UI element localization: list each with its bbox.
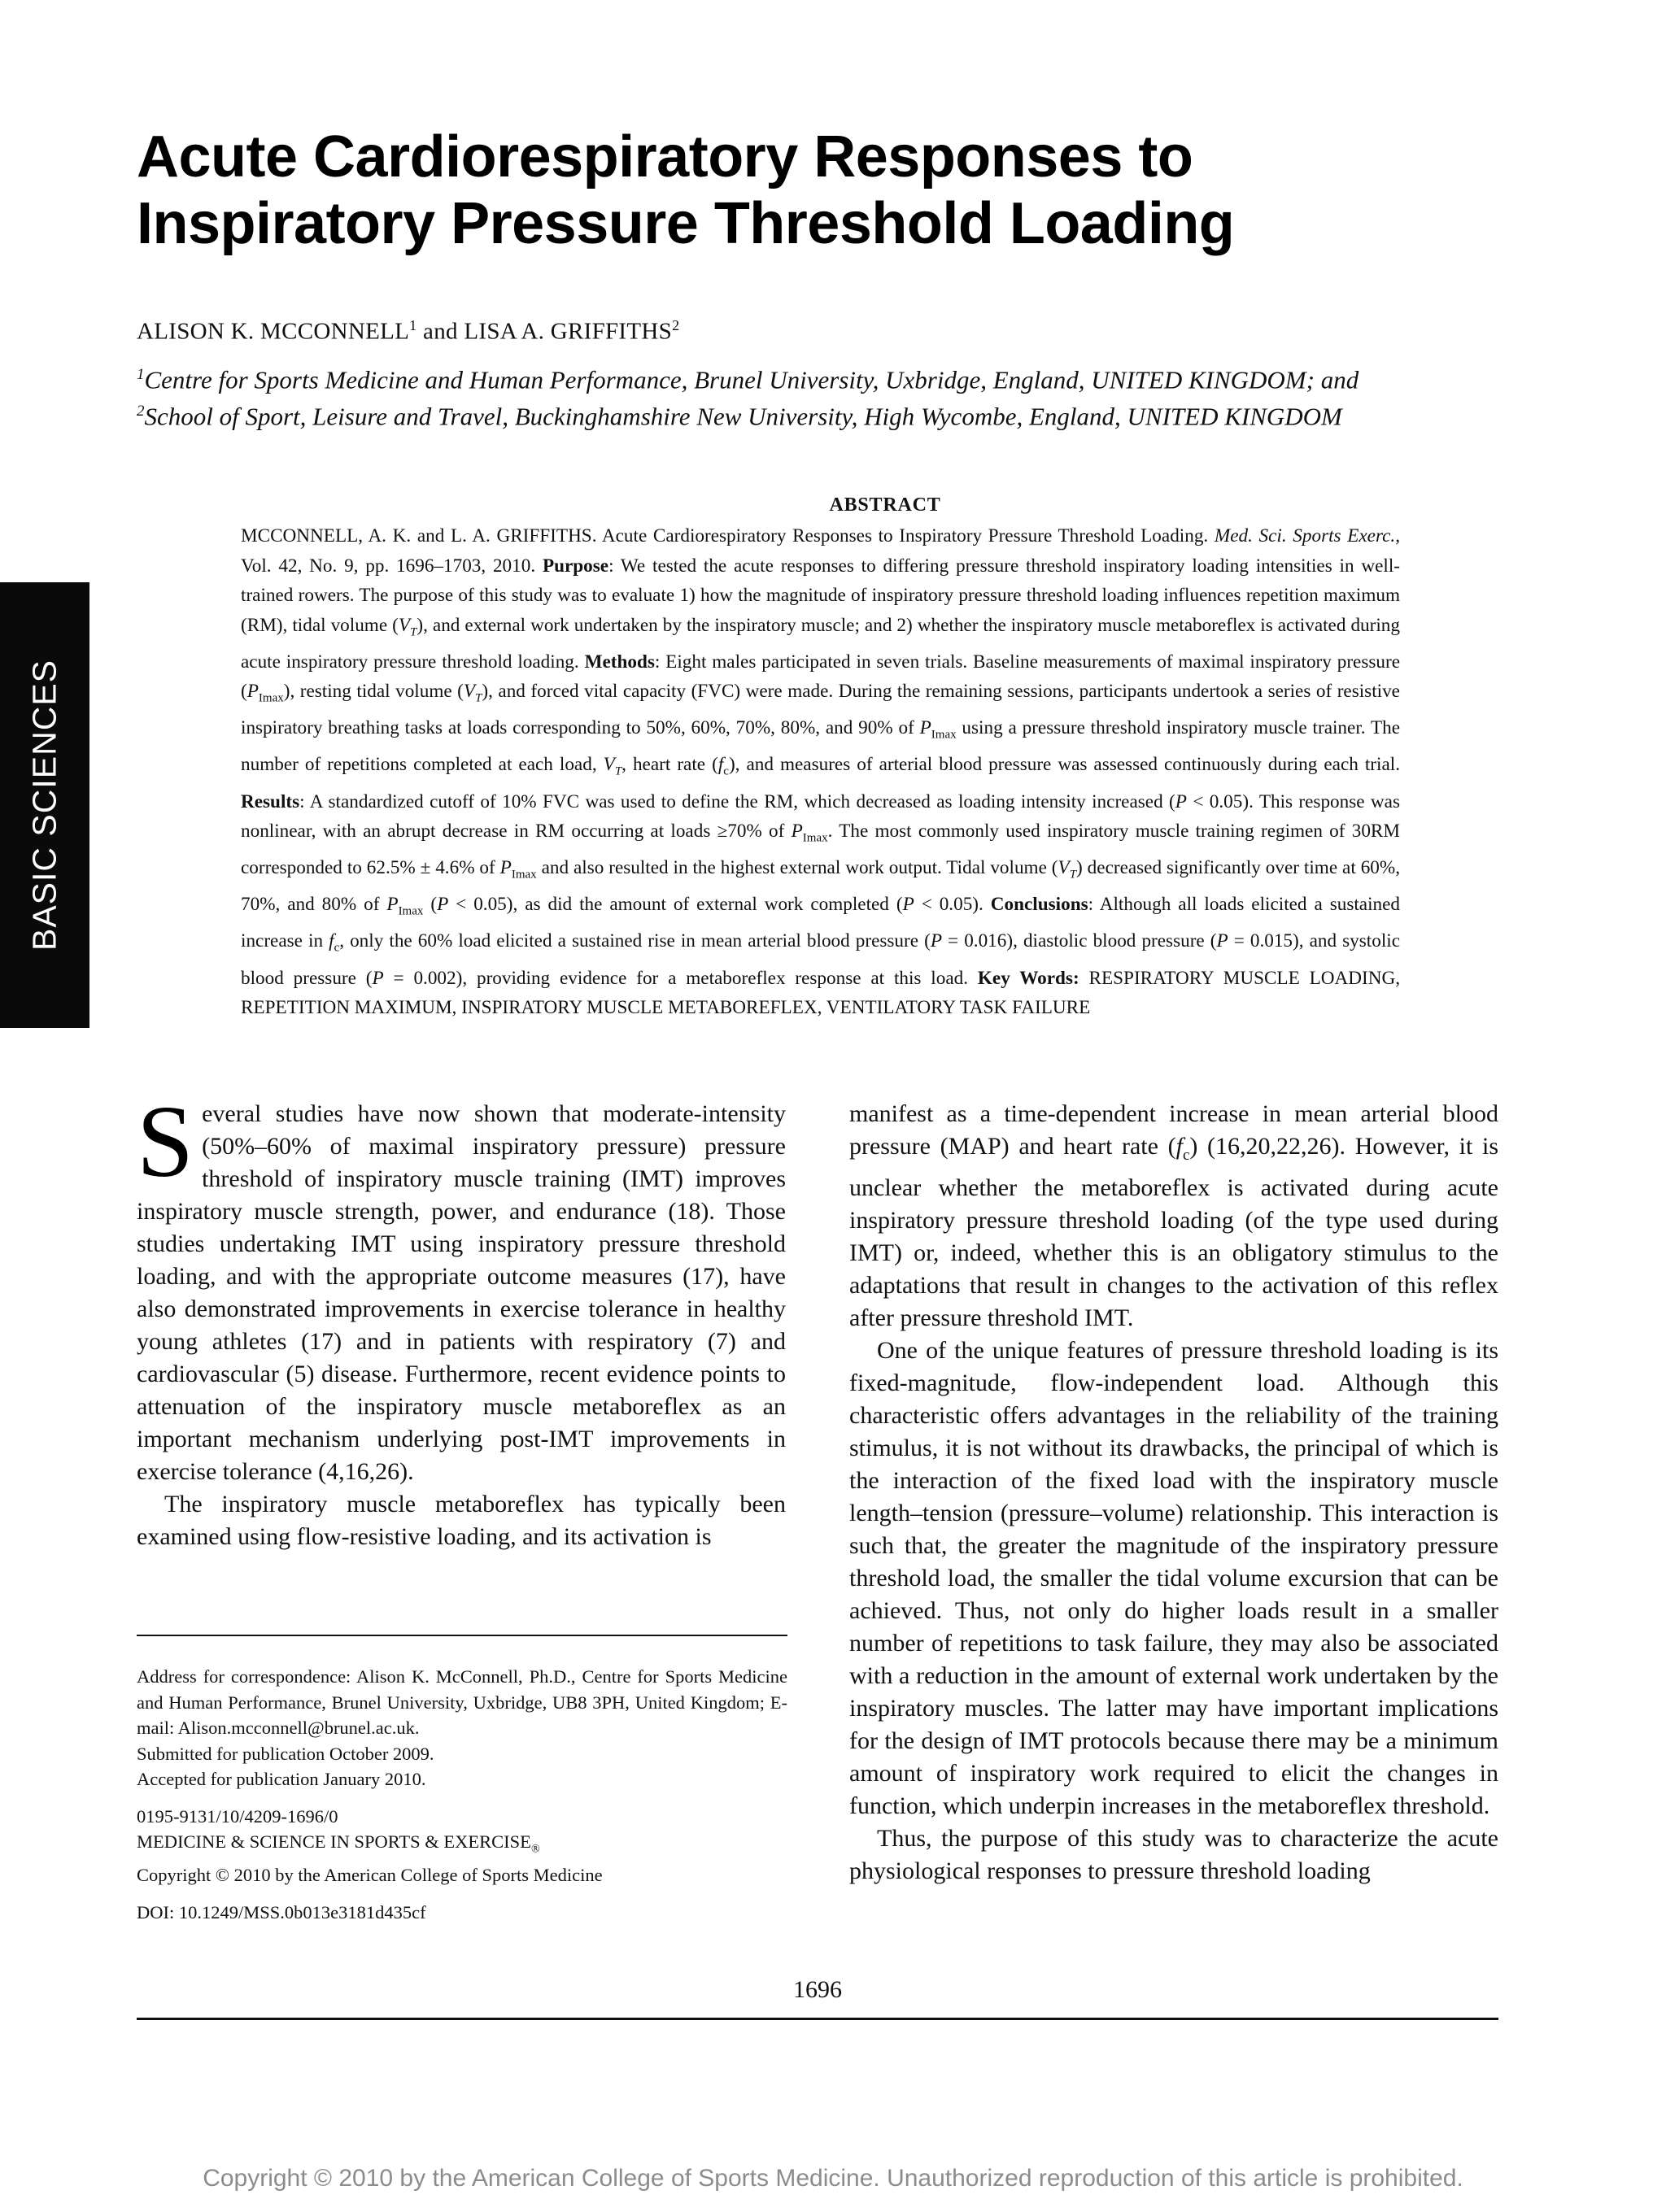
doi: DOI: 10.1249/MSS.0b013e3181d435cf bbox=[137, 1901, 426, 1922]
symbol-p: P bbox=[919, 717, 931, 739]
abstract-text: < 0.05). This response was nonlinear, with an abrupt decrease in RM occurring at loads ≥70% of bbox=[241, 790, 1400, 843]
purpose-label: Purpose bbox=[542, 555, 609, 577]
symbol-t: T bbox=[475, 691, 482, 705]
issn-code: 0195-9131/10/4209-1696/0 bbox=[137, 1805, 338, 1827]
paragraph-text: ) (16,20,22,26). However, it is unclear whether the metaboreflex is activated during acute inspiratory pressure threshold loading (of the type used during IMT) or, indeed, whether this is an obligatory stimulus to the adaptations that result in changes to the activation of this reflex after pressure threshold IMT. bbox=[849, 1133, 1498, 1331]
affiliation-list bbox=[137, 359, 1536, 433]
symbol-v: V bbox=[463, 681, 476, 703]
symbol-p: P bbox=[1216, 930, 1228, 952]
footnote-divider bbox=[137, 1635, 787, 1636]
paragraph-text: everal studies have now shown that moderate-intensity (50%–60% of maximal inspiratory pressure) pressure threshold of inspiratory muscle training (IMT) improves inspiratory muscle strength, power, and endurance (18). Those studies undertaking IMT using inspiratory pressure threshold loading, and with the appropriate outcome measures (17), have also demonstrated improvements in exercise tolerance in healthy young athletes (17) and in patients with respiratory (7) and cardiovascular (5) disease. Furthermore, recent evidence points to attenuation of the inspiratory muscle metaboreflex as an important mechanism underlying post-IMT improvements in exercise tolerance (4,16,26). bbox=[137, 1100, 786, 1485]
symbol-v: V bbox=[1058, 857, 1070, 879]
journal-name-text: MEDICINE & SCIENCE IN SPORTS & EXERCISE bbox=[137, 1831, 531, 1852]
symbol-v: V bbox=[603, 754, 615, 776]
symbol-p: P bbox=[437, 894, 449, 916]
abstract-text: . The most commonly used inspiratory muscle training regimen of 30RM corresponded to 62.5% ± 4.6% of bbox=[241, 821, 1400, 879]
symbol-t: T bbox=[614, 765, 622, 779]
symbol-p: P bbox=[930, 930, 942, 952]
page-bottom-divider bbox=[137, 2018, 1498, 2020]
symbol-p: P bbox=[791, 821, 803, 843]
abstract-text: and also resulted in the highest external work output. Tidal volume ( bbox=[536, 857, 1058, 879]
affiliation-2-text: School of Sport, Leisure and Travel, Buckinghamshire New University, High Wycombe, England, UNITED KINGDOM bbox=[144, 402, 1342, 431]
symbol-t: T bbox=[410, 625, 417, 639]
copyright-banner: Copyright © 2010 by the American College of Sports Medicine. Unauthorized reproduction of this article is prohibited. bbox=[203, 2165, 1463, 2192]
abstract-text: : We tested the acute responses to differing pressure threshold inspiratory loading intensities in well-trained rowers. The purpose of this study was to evaluate 1) how the magnitude of inspiratory pressure threshold loading influences repetition maximum (RM), tidal volume ( bbox=[241, 555, 1400, 636]
abstract-volume: , Vol. 42, No. 9, pp. 1696–1703, 2010. bbox=[241, 525, 1401, 577]
conclusions-label: Conclusions bbox=[990, 894, 1088, 916]
author-1-name: ALISON K. MCCONNELL bbox=[137, 318, 410, 345]
abstract-text: : A standardized cutoff of 10% FVC was used to define the RM, which decreased as loading intensity increased ( bbox=[299, 790, 1175, 812]
paragraph-text: manifest as a time-dependent increase in mean arterial blood pressure (MAP) and heart rate ( bbox=[849, 1100, 1498, 1160]
abstract-text: = 0.015), and systolic blood pressure ( bbox=[241, 930, 1400, 989]
abstract-text: : Although all loads elicited a sustained increase in bbox=[241, 894, 1401, 952]
symbol-v: V bbox=[398, 614, 411, 636]
abstract-text: ), and external work undertaken by the inspiratory muscle; and 2) whether the inspiratory muscle metaboreflex is activated during acute inspiratory pressure threshold loading. bbox=[241, 614, 1400, 673]
abstract-text: ) decreased significantly over time at 60%, 70%, and 80% of bbox=[241, 857, 1400, 916]
author-conjunction: and bbox=[423, 318, 458, 345]
section-tab-label: BASIC SCIENCES bbox=[25, 659, 63, 951]
page-number: 1696 bbox=[793, 1976, 842, 2003]
abstract-text: < 0.05), as did the amount of external work completed ( bbox=[448, 894, 903, 916]
drop-cap: S bbox=[137, 1086, 194, 1199]
affiliation-2 bbox=[137, 395, 1536, 432]
symbol-t: T bbox=[1069, 868, 1077, 882]
correspondence-address: Address for correspondence: Alison K. McConnell, Ph.D., Centre for Sports Medicine and Human Performance, Brunel University, Uxbridge, UB8 3PH, United Kingdom; E-mail: Alison.mcconnell@brunel.ac.uk. bbox=[137, 1666, 787, 1738]
correspondence-footnote bbox=[137, 1664, 787, 1925]
abstract-text: ), and forced vital capacity (FVC) were made. During the remaining sessions, participants undertook a series of resistive inspiratory breathing tasks at loads corresponding to 50%, 60%, 70%, 80%, and 90% of bbox=[241, 681, 1400, 739]
results-label: Results bbox=[241, 790, 300, 812]
article-title bbox=[137, 124, 1536, 257]
symbol-p: P bbox=[1175, 790, 1187, 812]
title-line-2: Inspiratory Pressure Threshold Loading bbox=[137, 191, 1235, 256]
body-column-left bbox=[137, 1086, 786, 1553]
author-list bbox=[137, 317, 679, 346]
author-2-affil-mark: 2 bbox=[672, 317, 680, 333]
author-1-affil-mark: 1 bbox=[409, 317, 417, 333]
abstract-text: < 0.05). bbox=[914, 894, 983, 916]
methods-label: Methods bbox=[584, 651, 655, 673]
symbol-f: f bbox=[1175, 1133, 1183, 1160]
abstract-journal: Med. Sci. Sports Exerc. bbox=[1214, 525, 1396, 546]
symbol-c: c bbox=[723, 765, 729, 779]
keywords-label: Key Words: bbox=[977, 967, 1079, 989]
symbol-f: f bbox=[329, 930, 334, 952]
body-column-right bbox=[849, 1098, 1498, 1888]
abstract-body bbox=[241, 521, 1400, 1023]
abstract-text: ), resting tidal volume ( bbox=[283, 681, 464, 703]
submitted-date: Submitted for publication October 2009. bbox=[137, 1743, 434, 1764]
symbol-imax: Imax bbox=[802, 831, 828, 845]
abstract-heading: ABSTRACT bbox=[829, 494, 941, 516]
journal-name bbox=[137, 1829, 787, 1862]
body-paragraph: One of the unique features of pressure threshold loading is its fixed-magnitude, flow-independent load. Although this characteristic offers advantages in the reliability of the training stimulus, it is not without its drawbacks, the principal of which is the interaction of the fixed load with the inspiratory muscle length–tension (pressure–volume) relationship. This interaction is such that, the greater the magnitude of the inspiratory pressure threshold load, the smaller the tidal volume excursion that can be achieved. Thus, not only do higher loads result in a smaller number of repetitions to task failure, they may also be associated with a reduction in the amount of external work undertaken by the inspiratory muscles. The latter may have important implications for the design of IMT protocols because there may be a minimum amount of inspiratory work required to elicit the changes in function, which underpin increases in the metaboreflex threshold. bbox=[849, 1337, 1498, 1819]
symbol-f: f bbox=[717, 754, 724, 776]
symbol-imax: Imax bbox=[398, 904, 424, 918]
body-paragraph bbox=[137, 1086, 786, 1488]
affiliation-2-mark: 2 bbox=[137, 403, 145, 420]
abstract-citation: MCCONNELL, A. K. and L. A. GRIFFITHS. Acute Cardiorespiratory Responses to Inspiratory Pressure Threshold Loading. bbox=[241, 525, 1209, 546]
symbol-c: c bbox=[1182, 1147, 1190, 1164]
abstract-text: = 0.016), diastolic blood pressure ( bbox=[942, 930, 1217, 952]
abstract-text: ), and measures of arterial blood pressure was assessed continuously during each trial. bbox=[728, 754, 1400, 776]
affiliation-1-text: Centre for Sports Medicine and Human Performance, Brunel University, Uxbridge, England, UNITED KINGDOM; and bbox=[144, 365, 1359, 394]
symbol-c: c bbox=[334, 942, 340, 956]
symbol-p: P bbox=[902, 894, 914, 916]
affiliation-1-mark: 1 bbox=[137, 366, 145, 383]
keywords-text: RESPIRATORY MUSCLE LOADING, REPETITION MAXIMUM, INSPIRATORY MUSCLE METABOREFLEX, VENTILATORY TASK FAILURE bbox=[241, 967, 1401, 1019]
abstract-text: using a pressure threshold inspiratory muscle trainer. The number of repetitions completed at each load, bbox=[241, 717, 1401, 776]
symbol-p: P bbox=[386, 894, 399, 916]
affiliation-1 bbox=[137, 359, 1536, 395]
body-paragraph bbox=[849, 1098, 1498, 1335]
abstract-text: , heart rate ( bbox=[621, 754, 718, 776]
copyright-line: Copyright © 2010 by the American College of Sports Medicine bbox=[137, 1865, 603, 1885]
symbol-p: P bbox=[372, 967, 384, 989]
symbol-imax: Imax bbox=[258, 691, 284, 705]
accepted-date: Accepted for publication January 2010. bbox=[137, 1769, 426, 1789]
body-paragraph: Thus, the purpose of this study was to characterize the acute physiological responses to pressure threshold loading bbox=[849, 1825, 1498, 1884]
symbol-p: P bbox=[246, 681, 259, 703]
body-paragraph: The inspiratory muscle metaboreflex has typically been examined using flow-resistive loading, and its activation is bbox=[137, 1491, 786, 1550]
abstract-text: , only the 60% load elicited a sustained rise in mean arterial blood pressure ( bbox=[339, 930, 931, 952]
registered-mark: ® bbox=[530, 1843, 540, 1856]
author-2-name: LISA A. GRIFFITHS bbox=[464, 318, 673, 345]
abstract-text: = 0.002), providing evidence for a metaboreflex response at this load. bbox=[383, 967, 969, 989]
symbol-imax: Imax bbox=[511, 868, 537, 882]
symbol-p: P bbox=[499, 857, 512, 879]
symbol-imax: Imax bbox=[931, 728, 957, 742]
title-line-1: Acute Cardiorespiratory Responses to bbox=[137, 124, 1193, 189]
abstract-text: : Eight males participated in seven trials. Baseline measurements of maximal inspiratory pressure ( bbox=[241, 651, 1400, 703]
abstract-text: ( bbox=[423, 894, 438, 916]
